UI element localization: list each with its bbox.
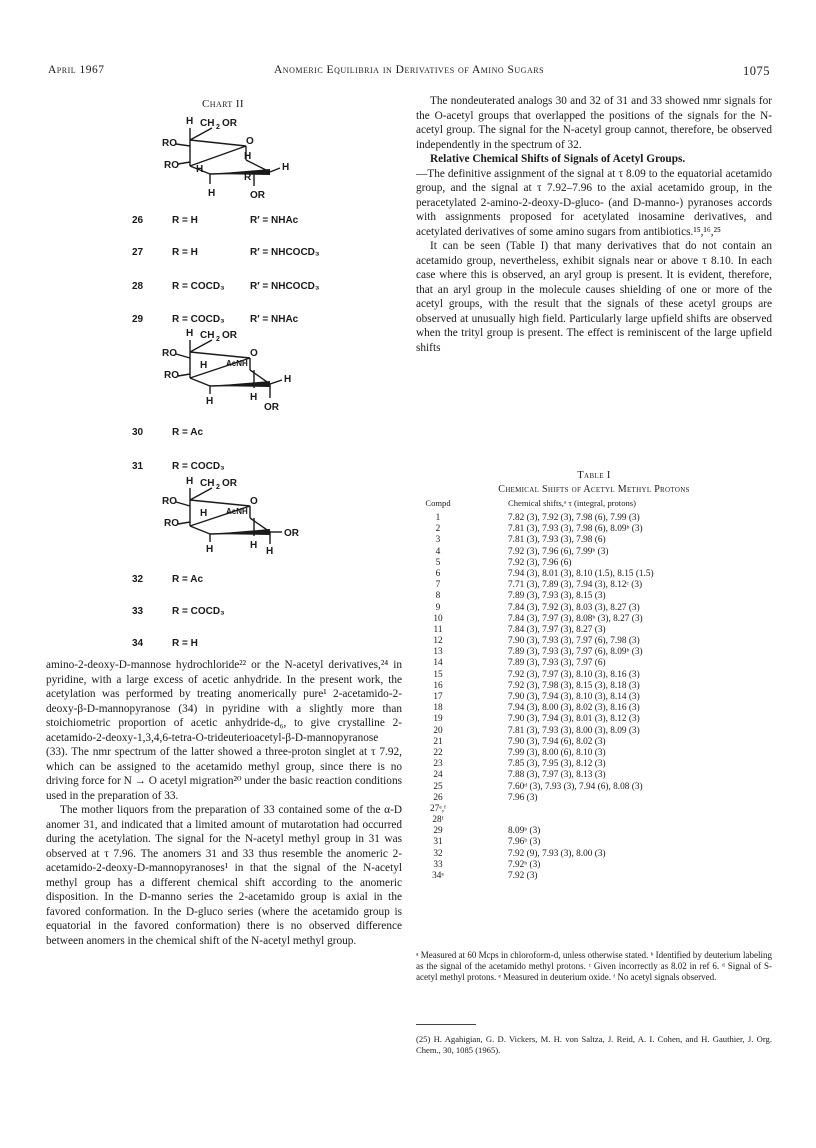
table-cell-compd: 18 — [433, 703, 443, 714]
table-cell-shifts: 7.84 (3), 7.97 (3), 8.27 (3) — [508, 624, 606, 635]
svg-text:RO: RO — [164, 160, 179, 171]
table-label: Table I — [577, 470, 611, 481]
table-row — [416, 714, 772, 725]
table-cell-shifts: 7.92 (3), 7.96 (6) — [508, 557, 572, 568]
table-row — [416, 748, 772, 759]
table-cell-compd: 2 — [435, 524, 441, 535]
table-row — [416, 770, 772, 781]
table-cell-compd: 21 — [433, 736, 443, 747]
body-paragraph: The mother liquors from the preparation of 33 contained some of the α-D anomer 31, and indicated that a limited amount of mutarotation had occurred during the acetylation. The signal for the N-acetyl methyl group in 31 was observed at τ 7.96. The anomers 31 and 33 thus resemble the anomeric 2-acetamido-2-deoxy-D-mannopyranoses¹ in that the signal of the N-acetyl methyl group has a different chemical shift according to the anomeric disposition. In the D-manno series the 2-acetamido group is axial in the favored conformation. In the D-gluco series (where the acetamido group is equatorial in the favored conformation) there is no observed difference between anomers in the chemical shift of the N-acetyl methyl group. — [46, 804, 402, 947]
table-row — [416, 849, 772, 860]
table-cell-shifts: 7.88 (3), 7.97 (3), 8.13 (3) — [508, 770, 606, 781]
table-cell-shifts: 7.90 (3), 7.94 (6), 8.02 (3) — [508, 736, 606, 747]
table-col-compd: Compd — [425, 498, 451, 508]
svg-text:H: H — [208, 188, 216, 199]
svg-text:RO: RO — [164, 370, 179, 381]
table-cell-shifts: 7.96ᵇ (3) — [508, 837, 541, 848]
table-cell-compd: 7 — [435, 580, 441, 591]
body-paragraph: amino-2-deoxy-D-mannose hydrochloride²² or the N-acetyl derivatives,²⁴ in pyridine, with a large excess of acetic anhydride. In the present work, the acetylation was performed by treating anomerically pure¹ 2-acetamido-2-deoxy-β-D-mannopyranose (34) in pyridine with a slightly more than stoichiometric proportion of acetic anhydride-d₆, to give crystalline 2-acetamido-2-deoxy-1,3,4,6-tetra-O-trideuterioacetyl-β-D-mannopyranose (33). The nmr spectrum of the latter showed a three-proton singlet at τ 7.92, which can be assigned to the acetamido methyl group, since there is no driving force for N → O acetyl migration²⁰ under the basic reaction conditions used in the preparation of 33. — [46, 659, 402, 802]
svg-text:O: O — [250, 496, 258, 507]
svg-text:H: H — [266, 546, 274, 557]
body-paragraph: —The definitive assignment of the signal at τ 8.09 to the equatorial acetamido group, and the signal at τ 7.92–7.96 to the axial acetamido group, in the peracetylated 2-amino-2-deoxy-D-gluco- (and D-manno-) pyranoses accords with assignments proposed for acetylated inosamine derivatives, and acetylated derivatives of some amino sugars from antibiotics.¹⁵,¹⁶,²⁵ — [416, 167, 772, 238]
table-cell-compd: 6 — [435, 568, 441, 579]
structure-glucose — [150, 112, 310, 205]
table-cell-compd: 17 — [433, 692, 443, 702]
table-cell-compd: 5 — [435, 557, 441, 568]
table-row — [416, 580, 772, 591]
svg-text:H: H — [186, 476, 194, 487]
table-row — [416, 826, 772, 837]
table-row — [416, 658, 772, 669]
table-caption: Chemical Shifts of Acetyl Methyl Protons — [498, 484, 690, 495]
table-cell-compd: 1 — [435, 513, 441, 523]
table-cell-shifts: 7.60ᵈ (3), 7.93 (3), 7.94 (6), 8.08 (3) — [508, 781, 643, 792]
svg-text:H: H — [206, 544, 214, 555]
table-cell-shifts: 7.81 (3), 7.93 (3), 7.98 (6) — [508, 535, 606, 546]
svg-text:H: H — [186, 116, 194, 127]
svg-text:H: H — [200, 360, 208, 371]
svg-text:OR: OR — [222, 118, 237, 129]
structure-alpha-mannose-drawing — [150, 326, 310, 414]
table-row — [416, 815, 772, 826]
table-row — [416, 614, 772, 625]
table-cell-compd: 23 — [433, 759, 443, 770]
svg-text:OR: OR — [250, 190, 265, 201]
table-row — [416, 591, 772, 602]
structure-glucose-drawing — [150, 112, 310, 200]
table-row — [416, 670, 772, 681]
table-cell-compd: 16 — [433, 680, 443, 691]
reference-25: (25) H. Agahigian, G. D. Vickers, M. H. von Saltza, J. Reid, A. I. Cohen, and H. Gauthier, J. Org. Chem., 30, 1085 (1965). — [416, 1034, 772, 1055]
chart-title: Chart II — [202, 98, 244, 110]
table-cell-shifts: 7.90 (3), 7.94 (3), 8.10 (3), 8.14 (3) — [508, 692, 640, 702]
table-cell-shifts: 7.92 (3), 7.98 (3), 8.15 (3), 8.18 (3) — [508, 680, 640, 691]
table-row — [416, 703, 772, 714]
left-column-text — [46, 658, 402, 948]
structure-beta-mannose — [150, 474, 310, 567]
table-row — [416, 793, 772, 804]
table-cell-compd: 14 — [433, 658, 443, 669]
footnote-rule — [416, 1024, 476, 1025]
table-row — [416, 513, 772, 524]
table-cell-compd: 9 — [435, 602, 441, 613]
svg-text:H: H — [186, 328, 194, 339]
table-cell-shifts: 7.85 (3), 7.95 (3), 8.12 (3) — [508, 759, 606, 770]
table-cell-shifts: 7.82 (3), 7.92 (3), 7.98 (6), 7.99 (3) — [508, 513, 640, 523]
table-row — [416, 647, 772, 658]
table-row — [416, 636, 772, 647]
table-cell-shifts: 7.81 (3), 7.93 (3), 7.98 (6), 8.09ᵇ (3) — [508, 524, 643, 535]
table-row — [416, 569, 772, 580]
table-footnotes: ᵃ Measured at 60 Mcps in chloroform-d, unless otherwise stated. ᵇ Identified by deuterium labeling as the signal of the acetamido methyl protons. ᶜ Given incorrectly as 8.02 in ref 6. ᵈ Signal of S-acetyl methyl protons. ᵉ Measured in deuterium oxide. ᶠ No acetyl signals observed. — [416, 950, 772, 982]
svg-text:2: 2 — [216, 484, 220, 491]
table-cell-shifts: 7.89 (3), 7.93 (3), 7.97 (6) — [508, 658, 606, 669]
svg-text:OR: OR — [264, 402, 279, 413]
svg-text:2: 2 — [216, 336, 220, 343]
svg-text:AcNH: AcNH — [226, 507, 248, 516]
table-cell-compd: 3 — [435, 535, 441, 546]
table-cell-compd: 33 — [433, 859, 443, 870]
structure-beta-mannose-drawing — [150, 474, 310, 562]
table-cell-shifts: 7.94 (3), 8.01 (3), 8.10 (1.5), 8.15 (1.5) — [508, 568, 654, 579]
svg-text:2: 2 — [216, 124, 220, 131]
table-cell-compd: 28ᶠ — [432, 815, 444, 826]
table-row — [416, 558, 772, 569]
table-cell-shifts: 7.71 (3), 7.89 (3), 7.94 (3), 8.12ᶜ (3) — [508, 580, 643, 591]
table-cell-shifts: 7.94 (3), 8.00 (3), 8.02 (3), 8.16 (3) — [508, 703, 640, 714]
table-cell-shifts: 8.09ᵇ (3) — [508, 826, 541, 837]
table-row — [416, 547, 772, 558]
table-cell-shifts: 7.84 (3), 7.97 (3), 8.08ᵇ (3), 8.27 (3) — [508, 613, 643, 624]
table-cell-compd: 10 — [433, 613, 443, 624]
table-col-shifts: Chemical shifts,ᵃ τ (integral, protons) — [508, 498, 636, 508]
svg-text:CH: CH — [200, 478, 215, 489]
svg-text:RO: RO — [162, 496, 177, 507]
table-cell-compd: 22 — [433, 747, 443, 758]
svg-text:': ' — [251, 171, 253, 178]
svg-text:R: R — [244, 172, 252, 183]
svg-text:H: H — [250, 540, 258, 551]
svg-text:H: H — [250, 392, 258, 403]
table-body — [416, 513, 772, 882]
svg-text:O: O — [250, 348, 258, 359]
structure-alpha-mannose — [150, 326, 310, 419]
svg-text:AcNH: AcNH — [226, 359, 248, 368]
svg-text:OR: OR — [222, 330, 237, 341]
table-row — [416, 804, 772, 815]
table-cell-shifts: 7.81 (3), 7.93 (3), 8.00 (3), 8.09 (3) — [508, 725, 640, 736]
table-cell-compd: 24 — [433, 770, 443, 781]
svg-text:H: H — [282, 162, 290, 173]
body-paragraph: It can be seen (Table I) that many derivatives that do not contain an acetamido group, nevertheless, exhibit signals near or above τ 8.10. In each case where this is observed, an aryl group is present. It is evident, therefore, that an aryl group in the molecule causes shielding of one or more of the acetyl groups, with the result that the signals of these acetyl groups are observed at unusually high field. Particularly large upfield shifts are observed when the trityl group is present. The effect is reminiscent of the large upfield shifts — [416, 240, 772, 354]
table-row — [416, 524, 772, 535]
table-cell-shifts: 7.92 (3) — [508, 871, 538, 881]
svg-text:CH: CH — [200, 330, 215, 341]
table-cell-compd: 19 — [433, 714, 443, 725]
table-cell-shifts: 7.84 (3), 7.92 (3), 8.03 (3), 8.27 (3) — [508, 602, 640, 613]
table-cell-shifts: 7.92ᵇ (3) — [508, 859, 541, 870]
table-row — [416, 726, 772, 737]
svg-text:H: H — [244, 151, 252, 162]
section-heading: Relative Chemical Shifts of Signals of Acetyl Groups. — [430, 153, 686, 165]
svg-text:OR: OR — [222, 478, 237, 489]
svg-text:CH: CH — [200, 118, 215, 129]
svg-text:OR: OR — [284, 528, 299, 539]
table-cell-compd: 27ᵉ,ᶠ — [430, 803, 446, 814]
table-row — [416, 603, 772, 614]
table-cell-shifts: 7.92 (9), 7.93 (3), 8.00 (3) — [508, 848, 606, 859]
right-column-text — [416, 94, 772, 355]
page-number: 1075 — [743, 64, 770, 78]
table-row — [416, 837, 772, 848]
table-cell-compd: 4 — [435, 546, 441, 557]
table-row — [416, 692, 772, 703]
table-cell-shifts: 7.92 (3), 7.97 (3), 8.10 (3), 8.16 (3) — [508, 669, 640, 680]
table-cell-shifts: 7.90 (3), 7.93 (3), 7.97 (6), 7.98 (3) — [508, 636, 640, 647]
svg-text:H: H — [284, 374, 292, 385]
table-cell-compd: 34ᵉ — [432, 871, 444, 881]
table-cell-compd: 26 — [433, 792, 443, 803]
table-row — [416, 871, 772, 882]
svg-text:H: H — [196, 164, 204, 175]
svg-text:H: H — [200, 508, 208, 519]
table-row — [416, 625, 772, 636]
table-row — [416, 535, 772, 546]
svg-text:O: O — [246, 136, 254, 147]
table-cell-shifts: 7.89 (3), 7.93 (3), 8.15 (3) — [508, 591, 606, 602]
table-row — [416, 860, 772, 871]
table-cell-compd: 25 — [433, 781, 443, 792]
svg-text:RO: RO — [162, 138, 177, 149]
table-cell-compd: 12 — [433, 636, 443, 647]
table-cell-shifts: 7.90 (3), 7.94 (3), 8.01 (3), 8.12 (3) — [508, 714, 640, 725]
header-title: Anomeric Equilibria in Derivatives of Amino Sugars — [273, 64, 545, 76]
table-cell-shifts: 7.99 (3), 8.00 (6), 8.10 (3) — [508, 747, 606, 758]
table-cell-shifts: 7.92 (3), 7.96 (6), 7.99ᵇ (3) — [508, 546, 609, 557]
table-header — [416, 498, 772, 510]
table-cell-compd: 32 — [433, 848, 443, 859]
running-header — [48, 64, 770, 80]
table-cell-compd: 31 — [433, 837, 443, 848]
table-row — [416, 759, 772, 770]
table-cell-compd: 13 — [433, 647, 443, 658]
svg-text:RO: RO — [164, 518, 179, 529]
table-row — [416, 737, 772, 748]
body-paragraph: The nondeuterated analogs 30 and 32 of 31 and 33 showed nmr signals for the O-acetyl groups that overlapped the positions of the signals for the N-acetyl group. The signal for the N-acetyl group cannot, therefore, be observed independently in the spectrum of 32. — [416, 95, 772, 151]
table-cell-compd: 20 — [433, 725, 443, 736]
table-cell-shifts: 7.96 (3) — [508, 792, 538, 803]
svg-text:RO: RO — [162, 348, 177, 359]
svg-text:H: H — [206, 396, 214, 407]
table-cell-compd: 8 — [435, 591, 441, 602]
table-row — [416, 681, 772, 692]
table-cell-compd: 11 — [433, 624, 443, 635]
table-cell-shifts: 7.89 (3), 7.93 (3), 7.97 (6), 8.09ᵇ (3) — [508, 647, 643, 658]
table-cell-compd: 15 — [433, 669, 443, 680]
header-date: April 1967 — [48, 64, 105, 76]
table-row — [416, 782, 772, 793]
table-cell-compd: 29 — [433, 826, 443, 837]
